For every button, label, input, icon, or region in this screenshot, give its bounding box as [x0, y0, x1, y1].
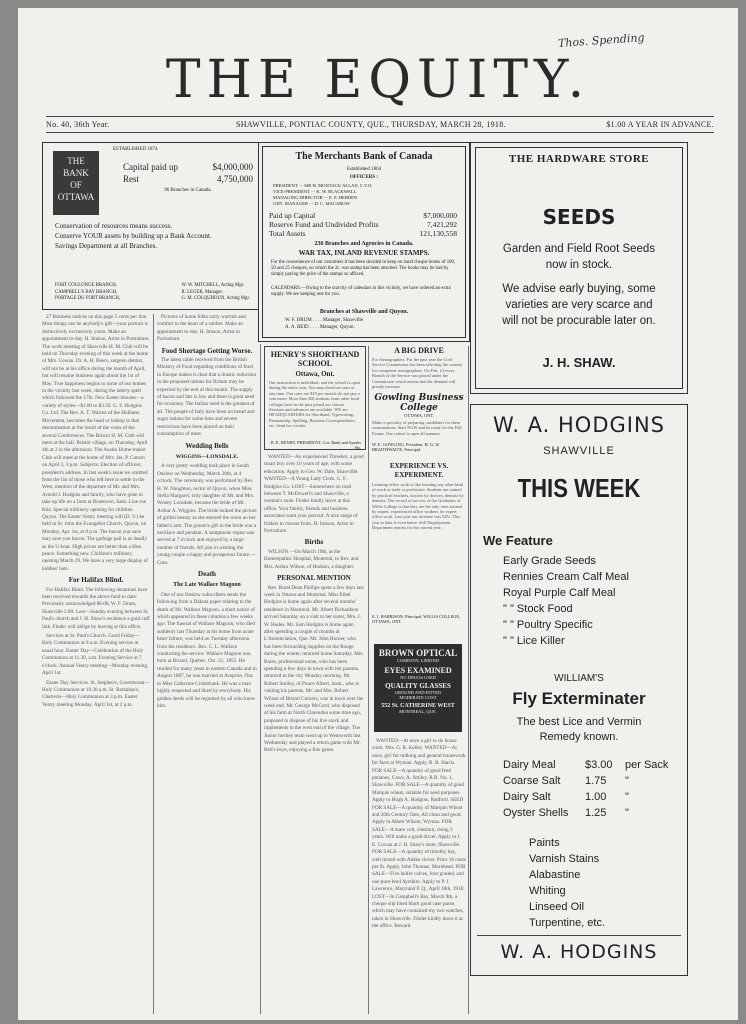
list-item: Turpentine, etc. — [529, 917, 606, 929]
column-3: WANTED—An experienced Thresher, a good smart boy over 16 years of age, with some education. Apply to Geo. W. Dale, Shawville. WANTED—A Young Lady Clerk. G. F. Hodgins Co. LOST—Somewhere on road between T. McDowell's and Shawville, a woman's stole. Finder kindly leave at this office. Your family, friends and business associates want your portrait. A nice range of folders to choose from. H. Imison, Artist in Portraiture. Births WILSON.—On March 19th, at the Homeopathic Hospital, Montreal, to Rev. and Mrs. Arthur Wilson, of Hudson, a daughter. PERSONAL MENTION Rev. Rural Dean Phillips spent a few days last week in Ottawa and Montreal. Miss Ethel Hodgins is home again after several months' residence in Montreal. Mr. Albert Richardson arrived Saturday on a visit to her sister, Mrs. J. W. Hodes. Mr. Sam Hodgins is home again after spending a couple of months at L'Annonciation, Que. Mr. John Horner, who has been forwarding supplies on the Rouge during the winter, returned home Saturday. Mrs. Boles, professional nurse, who has been spending a few days in town with her parents, returned to the city Monday morning. Mr. Robert Smiley, of Pouce Albert, Sask., who is visiting his parents, Mr. and Mrs. Robert Wilson of Bristol Corners, was in town over the week end. Mr. George McCord, who disposed of his farm at North Clarendon some time ago, proposed to dispose of his live stock and implements in the west end of the village. The Junior hockey team went up to Wentworth last Wednesday and played a return game with Mr. Bell's boys, enjoying a fine game. — [264, 454, 364, 754]
bank-of-ottawa-ad — [42, 142, 259, 310]
list-item: " " Poultry Specific — [503, 619, 593, 631]
fly-exterminater: Fly Exterminater — [512, 689, 646, 708]
brown-optical-ad: BROWN OPTICAL COMPANY, LIMITED EYES EXAMINED NO DRUGS USED QUALITY GLASSES GROUND AND FITTED MODERATE COST 552 St. CATHERINE WEST MONTREAL, QUE. — [374, 644, 462, 732]
place-date: SHAWVILLE, PONTIAC COUNTY, QUE., THURSDAY, MARCH 28, 1918. — [236, 120, 506, 129]
list-item: Rennies Cream Calf Meal — [503, 571, 629, 583]
price-row: Dairy Salt 1.00 " — [503, 791, 629, 803]
list-item: Alabastine — [529, 869, 581, 881]
subscription-price: $1.00 A YEAR IN ADVANCE. — [606, 120, 714, 129]
handwritten-note: Thos. Spending — [557, 30, 645, 51]
hardware-title: THE HARDWARE STORE — [508, 153, 650, 165]
list-item: Varnish Stains — [529, 853, 600, 865]
experience-ad: EXPERIENCE VS. EXPERIMENT. Learning office work is like learning any other kind of work or trade or profession. Students are trained by practical teachers, doctors by doctors, dentists by dentists. The record of success of the Graduates of Willis College is that they are the only ones trained by expert, experienced office workers for expert office work. Last year our increase was 52%. This year to date is even better. Still Employment Department reports for the current year. E. I. HARRISON, Principal, WILLIS COLLEGE, OTTAWA, ONT. — [372, 462, 464, 625]
rule-top — [46, 116, 714, 117]
price-row: Oyster Shells 1.25 " — [503, 807, 629, 819]
list-item: " " Lice Killer — [503, 635, 565, 647]
hodgins-name: W. A. HODGINS — [492, 413, 666, 437]
price-row: Coarse Salt 1.75 " — [503, 775, 629, 787]
hardware-store-ad: THE HARDWARE STORE SEEDS Garden and Field Root Seeds now in stock. We advise early buying, some varieties are very scarce and will not be procurable later on. J. H. SHAW. — [470, 142, 688, 394]
merchants-figures: Paid up Capital $7,000,000 Reserve Fund and Undivided Profits 7,421,292 Total Assets 121,130,558 — [269, 211, 457, 238]
hodgins-ad: W. A. HODGINS SHAWVILLE THIS WEEK We Feature Early Grade Seeds Rennies Cream Calf Meal Royal Purple Calf Meal " " Stock Food " " Poultry Specific " " Lice Killer WILLIAM'S Fly Exterminater The best Lice and Vermin Remedy known. Dairy Meal $3.00 per Sack Coarse Salt 1.75 " Dairy Salt 1.00 " Oyster Shells 1.25 " Paints Varnish Stains Alabastine Whiting Linseed Oil Turpentine, etc. W. A. HODGINS — [470, 404, 688, 976]
list-item: Royal Purple Calf Meal — [503, 587, 616, 599]
classifieds: WANTED—At once a girl to do house work. Mrs. G. R. Kelley. WANTED—At once, girl for milking and general housework for farm at Wyman. Apply, R. R. Harris. FOR SALE—A quantity of good feed potatoes, Cows, A. Smiley, R.R. No. 1, Shawville. FOR SALE—A quantity of good Marquis wheat, suitable for seed purposes. Apply to Hugh A. Hodgins, Radford. SEED FOR SALE—A quantity of Marquis Wheat and 20th Century Oats, All clean and good. Apply to Albert Wilson, Wyman. FOR SALE—A mare colt, chestnut, rising 3 years. Will make a good driver. Apply to J. E. Cowan at J. H. Shaw's store, Shawville. FOR SALE—A quantity of timothy hay, well mixed with Alsike clover. Price 16 cents per lb. Apply, John Thomas, Morehead. FOR SALE—Five heifer calves, four graded, and one pure-bred Ayrshire. Apply to P. J. Lawrence, Maryland P. Q., April 10th, 1918. LOST—In Campbell's Bay, March 9th, a cheque slip lined black good case purse, which may have contained my two watches, taken in Shawville. Finder kindly leave it at the office. Reward. — [372, 738, 466, 930]
merchants-officers: PRESIDENT - - SIR H. MONTAGU ALLAN, C.V.O. VICE-PRESIDENT - - K. W. BLACKWELL MANAGING DIRECTOR - - E. F. HEBDEN GEN. MANAGER - - D. C. MACAROW — [273, 183, 373, 206]
bank-message: Conservation of resources means success. Conserve YOUR assets by building up a Bank Account. Savings Department at all Branches. — [55, 222, 212, 250]
list-item: " " Stock Food — [503, 603, 573, 615]
price-row: Dairy Meal $3.00 per Sack — [503, 759, 669, 771]
gowling-logo: Gowling Business College — [374, 393, 464, 413]
seeds-heading: SEEDS — [542, 205, 616, 229]
hardware-signature: J. H. SHAW. — [542, 355, 616, 370]
bank-branches: FORT COULONGE BRANCH, CAMPBELL'S BAY BRANCH, PORTAGE DU FORT BRANCH, W. W. MITCHELL, Acting Mgr. R. LEGER, Manager. G. M. COLQUHOUN, Acting Mgr. — [55, 283, 250, 301]
bank-established: ESTABLISHED 1874 — [113, 147, 158, 152]
merchants-bank-title: The Merchants Bank of Canada — [295, 151, 433, 162]
big-drive-ad: A BIG DRIVE For Stenographers. For the past year the Civil Service Commission has been selecting the country for competent stenographers. On Feb. 14 every Branch of the Service was placed under the Commission which means that the demand will greatly increase. Gowling Business College OTTAWA, ONT. Make a specialty of preparing candidates for these examinations. Start NOW and be ready for the Fall Exams. Our school is open all summer. W. E. GOWLING, President. H. G. W. BRAITHWAITE, Principal. — [372, 346, 466, 456]
newspaper-page — [18, 8, 738, 1020]
price-list — [503, 757, 679, 821]
this-week-heading: THIS WEEK — [517, 473, 641, 503]
column-1: 27 Business notices on this page 5 cents per line. Most things can be anybody's gift—your portrait is distinctively exclusively yours. Make an appointment to-day. H. Imison, Artist in Portraiture. The work meeting of Shawville H. M. Club will be held on Thursday evening of this week at the home of Mrs. Cowan. Dr. A. H. Beers, surgeon dentist, will not be at his office during the month of April, but will resume business again about the 1st of May. True happiness begins in some of our homes in the vicinity last week, during the lattery spell which followed the 17th. New Easter blouses—a variety of styles—$1.00 to $3.50. G. F. Hodgins Co. Ltd. The Rev. A. T. Warren of the Holiness Movement, becomes the head or bishop in that denomination at the result of the votes of the several Conferences. The Bristol H. M. Club will meet at the hall, Bristol village, on Thursday, April 4th at 2 in the afternoon. The Austin Home-maker Club will meet at the home of Mrs. Jas. P. Carson on April 2, 3 p.m. Subjects: Election of officers; president's address. In last week's issue we omitted from the list of those who left here to settle in the West, mention of the departure of Mr. and Mrs. Arnold J. Hodgins and family, who have gone to take up life on a farm at Rosetown, Sask. Line roe Kits. Special millinery opening for children. Quyon. The Easter Vestry meeting will (D. V.) be held in St. John the Evangelist Church, Quyon, on Monday, Apr. 1st, at 8 p.m. The bacon you save may save you bacon. The garbage pail is as deadly as the U-boat. High prices are better than a Hun peace. Something new. Children's millinery opening March 29. We have a very large display of kiddies' hats. For Halifax Blind. For Halifax Blind. The following donations have been received towards the above fund to date: Previously acknowledged $6.00, W. F. Drum, Shawville 2.00. Lost—Sunday evening between St. Paul's church and J. H. Shaw's residence a gold cuff link. Finder will oblige by leaving at this office. Services at St. Paul's Church. Good Friday—Holy Communion at 8 a.m. Evening service at usual hour. Easter Day—Celebration of the Holy Communion at 11.30, a.m. Evening Service at 7 o'clock. Annual Vestry meeting—Monday evening, April 1st. Easter Day Services. St. Stephen's, Greermount—Holy Communion at 10.30 a.m. St. Barnabas's, Charteris—Holy Communion at 3 p.m. Easter Vestry meeting Monday, April 1st, at 2 p.m. — [42, 314, 150, 708]
hodgins-footer: W. A. HODGINS — [500, 941, 658, 963]
list-item: Linseed Oil — [529, 901, 585, 913]
goods-list — [529, 835, 679, 931]
feature-list — [503, 553, 683, 649]
merchants-bank-ad: The Merchants Bank of Canada Established 1864 OFFICERS : PRESIDENT - - SIR H. MONTAGU ALLAN, C.V.O. VICE-PRESIDENT - - K. W. BLACKWELL MANAGING DIRECTOR - - E. F. HEBDEN GEN. MANAGER - - D. C. MACAROW Paid up Capital $7,000,000 Reserve Fund and Undivided Profits 7,421,292 Total Assets 121,130,558 236 Branches and Agencies in Canada. WAR TAX, INLAND REVENUE STAMPS. For the convenience of our customers it has been decided to keep on hand cheque books of 100, 50 and 25 cheques, on which the 2c. war stamp has been attached. The books may be had by simply paying the price of the stamps so affixed. CALENDARS.—Owing to the scarcity of calendars in this vicinity, we have ordered an extra supply. We are keeping one for you. Branches at Shawville and Quyon. W. F. DRUM . . . . Manager, Shawville A. A. REID . . . . Manager, Quyon. — [258, 142, 470, 342]
issue-number: No. 40, 36th Year. — [46, 120, 110, 129]
bank-of-ottawa-logo: THE BANK OF OTTAWA — [53, 151, 99, 215]
rule-bottom — [46, 132, 714, 133]
list-item: Early Grade Seeds — [503, 555, 596, 567]
list-item: Whiting — [529, 885, 566, 897]
bank-capital: Capital paid up $4,000,000 Rest 4,750,000 96 Branches in Canada. — [123, 162, 253, 193]
column-2: Pictures of home folks carry warmth and comfort to the heart of a soldier. Make an appointment to-day. H. Imison, Artist in Portraiture. Food Shortage Getting Worse. The latest cable received from the British Ministry of Food regarding conditions of food in Europe makes it clear that a drastic reduction in the proposed rations for Britain may be expected by the end of this month. The supply of bacon and fats is low and there is great need for economy. The Italian need is the greatest of all. The people of Italy have been on bread and sugar rations for some time and severe restrictions have been placed on their consumption of meat. Wedding Bells WIGGINS—LONSDALE. A very pretty wedding took place in South Onslow on Wednesday, March 20th, at 4 o'clock. The ceremony was performed by Rev. H. W. Naughton, rector of Quyon, when Miss Stella Margaret, only daughter of Mr. and Mrs. Wesley Lonsdale, became the bride of Mr. Arthur A. Wiggins. The bride looked the picture of girlish beauty as she entered the room on her father's arm. The groom's gift to the bride was a necklace and pendant. A sumptuous repast was served at 7 o'clock and enjoyed by a large number of friends. All join in wishing the young couple a happy and prosperous future.—Com. Death The Late Wallace Magoon One of our Onslow subscribers sends the following from a Dakota paper relating to the death of Mr. Wallace Magoon, a short notice of which appeared in these columns a few weeks ago: The funeral of Wallace Magoon, who died suddenly last Thursday at his home from acute heart failure, was held on Tuesday afternoon from the residence. Rev. C. L. Wallace conducting the service. Wallace Magoon was born at Bristol, Quebec, Oct. 21, 1855. He resided for many years in eastern Canada and in August 1887, he was married at Arnprior, Ont. to Miss Catherine Cruikshank. He was a man highly respected and liked by everybody. His golden deeds will be regretted by all who knew him. — [157, 314, 257, 709]
masthead: THE EQUITY. — [165, 50, 591, 110]
henrys-school-ad: HENRY'S SHORTHAND SCHOOL Ottawa, Ont. Our instruction is individual, and the school is open during the entire year. You may therefore start at any time. Our rates are $10 per month; do not pay a cent more. More than 300 students from other local colleges have in the past joined our classes. Sessions and advances are available. WE are HEADQUARTERS for Shorthand, Typewriting, Penmanship, Spelling, Business Correspondence, etc. Send for circular. D. E. HENRY, PRESIDENT, Cor. Bank and Sparks Sts. — [264, 346, 366, 450]
list-item: Paints — [529, 837, 560, 849]
